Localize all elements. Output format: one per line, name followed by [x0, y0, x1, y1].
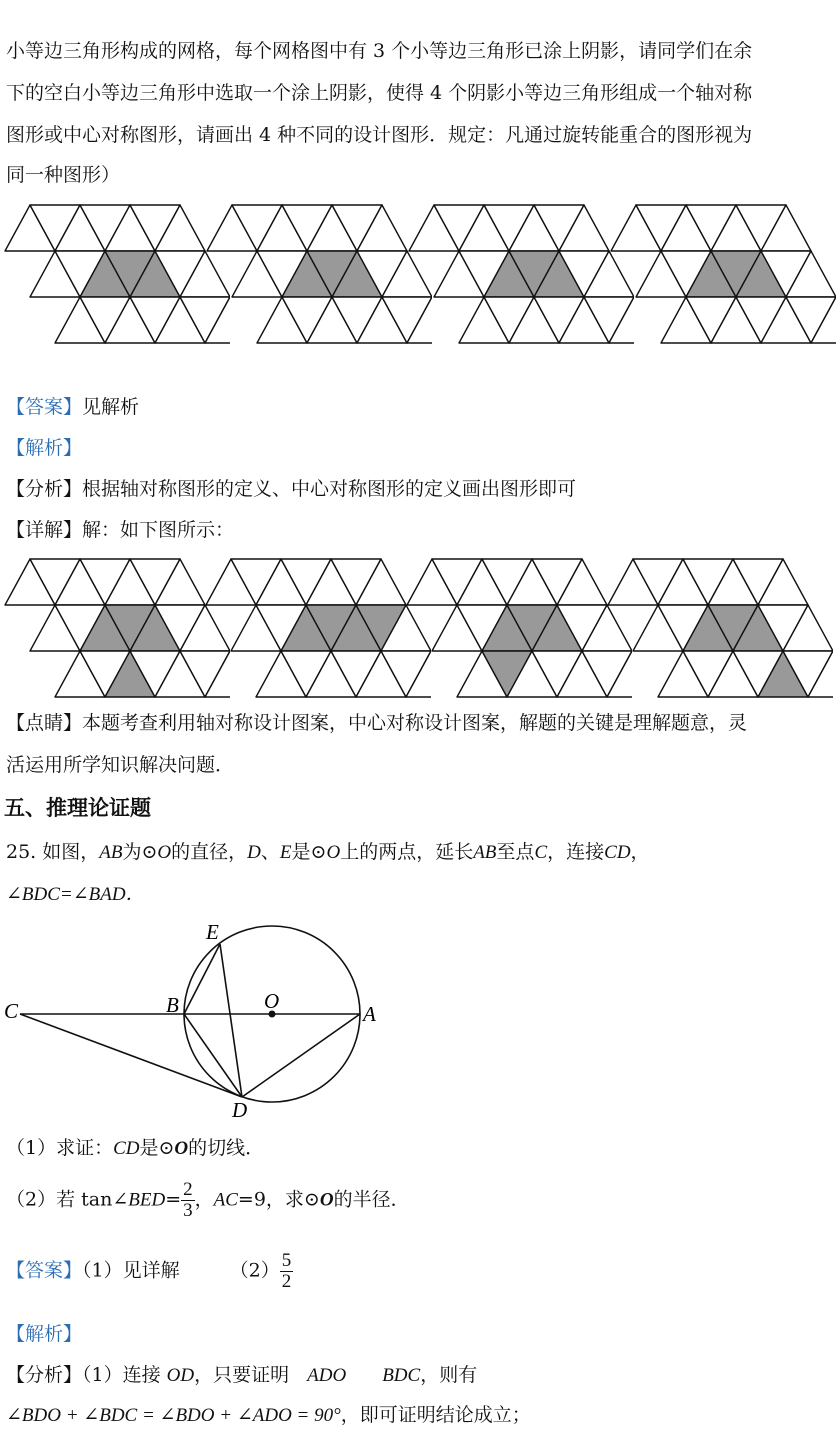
sub1-text: 是⊙	[139, 1137, 175, 1159]
solution-grid-1	[4, 558, 230, 698]
sub2-eq: =	[165, 1188, 182, 1211]
q25-text: 上的两点，延长	[340, 841, 474, 863]
answer2-line	[6, 1251, 293, 1292]
problem-line-2: 下的空白小等边三角形中选取一个涂上阴影，使得 4 个阴影小等边三角形组成一个轴对称	[6, 82, 753, 104]
question-grid-1	[4, 204, 230, 344]
question-grid-3	[408, 204, 634, 344]
line-be	[184, 944, 220, 1014]
question-grid-2	[206, 204, 432, 344]
sub2-text: ，	[194, 1188, 214, 1211]
answer2-part1: （1）见详解	[82, 1259, 180, 1282]
q25-d: D	[247, 842, 261, 863]
xiangjie-tag: 【详解】	[6, 519, 83, 541]
q25-line-1	[6, 843, 650, 862]
problem-line-4: 同一种图形）	[6, 164, 121, 186]
q25-text: 如图，	[42, 841, 100, 863]
fenxi2-text: ，则有	[420, 1364, 478, 1386]
q25-ab: AB	[99, 842, 123, 863]
label-o: O	[264, 989, 280, 1013]
q25-o: O	[326, 842, 341, 863]
fenxi2-tag: 【分析】	[6, 1364, 83, 1386]
sub2-ac: AC	[213, 1189, 238, 1211]
q25-line-2: ∠BDC=∠BAD．	[6, 884, 145, 905]
answer-text: 见解析	[82, 396, 140, 418]
q25-num: 25.	[6, 841, 37, 863]
fraction-den: 3	[183, 1199, 193, 1221]
sub2-o: O	[319, 1189, 334, 1211]
q25-text: 的直径，	[171, 841, 248, 863]
section-title: 五、推理论证题	[4, 795, 151, 820]
fenxi2-text: ，只要证明	[194, 1364, 290, 1386]
answer-line	[6, 398, 139, 417]
label-b: B	[166, 993, 179, 1017]
xiangjie-line	[6, 521, 234, 540]
q25-e: E	[279, 842, 292, 863]
q25-text: ，连接	[547, 841, 605, 863]
q25-text: 是⊙	[291, 841, 327, 863]
sub-question-2	[6, 1180, 410, 1221]
label-e: E	[206, 920, 219, 944]
dianjing-line-2: 活运用所学知识解决问题．	[6, 754, 235, 776]
q25-cd: CD	[604, 842, 631, 863]
answer-tag: 【答案】	[6, 396, 83, 418]
q25-text: 至点	[496, 841, 535, 863]
fraction-two-thirds	[181, 1180, 195, 1221]
sub1-cd: CD	[113, 1138, 140, 1159]
fenxi2-line	[6, 1366, 477, 1385]
question-grid-4	[610, 204, 836, 344]
line-bd	[184, 1014, 242, 1097]
fenxi2-text: （1）连接	[82, 1364, 167, 1386]
fenxi-tag: 【分析】	[6, 478, 83, 500]
fenxi-text: 根据轴对称图形的定义、中心对称图形的定义画出图形即可	[82, 478, 577, 500]
sub2-text: 的半径．	[333, 1188, 410, 1211]
q25-text: 为⊙	[122, 841, 158, 863]
q25-c: C	[534, 842, 548, 863]
fenxi2-od: OD	[166, 1365, 195, 1386]
sub1-text: 的切线．	[188, 1137, 265, 1159]
problem-line-3: 图形或中心对称图形，请画出 4 种不同的设计图形．规定：凡通过旋转能重合的图形视为	[6, 124, 753, 146]
sub1-o: O	[174, 1138, 189, 1159]
last-line-text: ，即可证明结论成立；	[340, 1404, 531, 1426]
label-d: D	[232, 1098, 248, 1122]
solution-grid-3	[406, 558, 632, 698]
q25-o: O	[157, 842, 172, 863]
angle-equation: ∠BDO + ∠BDC = ∠BDO + ∠ADO = 90°	[6, 1405, 341, 1426]
line-cd	[20, 1014, 242, 1097]
fraction-den: 2	[281, 1270, 292, 1292]
last-line	[6, 1406, 531, 1425]
line-ed	[220, 944, 242, 1097]
analysis-tag-2: 【解析】	[6, 1323, 83, 1345]
q25-text: 、	[260, 841, 280, 863]
fraction-five-halves	[280, 1251, 294, 1292]
q25-text: ，	[630, 841, 650, 863]
answer2-part2: （2）	[229, 1259, 280, 1282]
dianjing-line-1: 【点睛】本题考查利用轴对称设计图案，中心对称设计图案，解题的关键是理解题意，灵	[6, 712, 748, 734]
fraction-num: 2	[183, 1179, 193, 1200]
fraction-num: 5	[281, 1250, 292, 1271]
line-ad	[242, 1014, 360, 1097]
sub-question-1	[6, 1139, 264, 1158]
sub2-bed: BED	[128, 1189, 166, 1211]
analysis-tag: 【解析】	[6, 437, 83, 459]
fenxi2-ado: ADO	[307, 1365, 347, 1386]
q25-ab: AB	[473, 842, 497, 863]
label-c: C	[4, 999, 19, 1023]
sub2-text: （2）若 tan∠	[6, 1188, 129, 1211]
solution-grid-4	[607, 558, 833, 698]
problem-line-1: 小等边三角形构成的网格，每个网格图中有 3 个小等边三角形已涂上阴影，请同学们在余	[6, 40, 753, 62]
xiangjie-text: 解：如下图所示：	[82, 519, 235, 541]
label-a: A	[363, 1002, 376, 1026]
solution-grid-2	[205, 558, 431, 698]
sub2-text: =9，求⊙	[237, 1188, 320, 1211]
circle-figure	[0, 915, 400, 1125]
fenxi-line	[6, 480, 576, 499]
answer2-tag: 【答案】	[6, 1259, 83, 1282]
fenxi2-bdc: BDC	[382, 1365, 421, 1386]
sub1-text: （1）求证：	[6, 1137, 114, 1159]
